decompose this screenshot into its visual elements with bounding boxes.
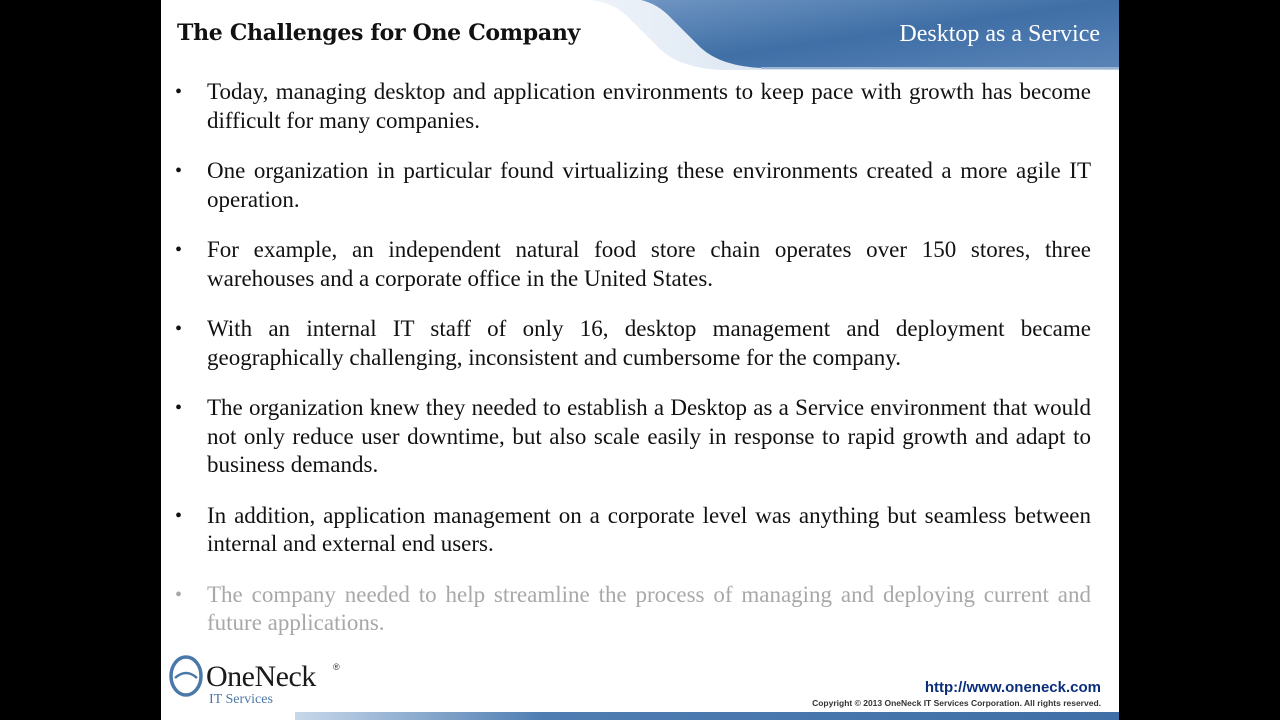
- footer-copyright: Copyright © 2013 OneNeck IT Services Corporation. All rights reserved.: [812, 698, 1101, 708]
- bullet-glyph: •: [175, 318, 183, 340]
- footer-bar: [295, 712, 1119, 720]
- footer-url-link[interactable]: http://www.oneneck.com: [924, 679, 1101, 696]
- bullet-text: Today, managing desktop and application environments to keep pace with growth has become difficult for many companies.: [207, 79, 1091, 133]
- bullet-text: The company needed to help streamline the process of managing and deploying current and future applications.: [207, 581, 1091, 635]
- bullet-glyph: •: [175, 239, 183, 261]
- bullet-glyph: •: [175, 583, 183, 606]
- bullet-item-faded: [175, 581, 1091, 638]
- bullet-glyph: •: [175, 160, 183, 182]
- bullet-item: [175, 502, 1091, 559]
- bullet-item: [175, 315, 1091, 372]
- bullet-item: [175, 78, 1091, 135]
- logo-mark-icon: [167, 654, 207, 700]
- bullet-glyph: •: [175, 81, 183, 103]
- bullet-item: [175, 394, 1091, 480]
- bullet-item: [175, 157, 1091, 214]
- registered-mark: ®: [333, 662, 340, 672]
- logo-subtitle: IT Services: [209, 692, 273, 707]
- oneneck-logo: [167, 654, 347, 710]
- bullet-text: In addition, application management on a corporate level was anything but seamless between internal and external end users.: [207, 502, 1091, 556]
- section-title: Desktop as a Service: [899, 21, 1100, 47]
- bullet-text: One organization in particular found virtualizing these environments created a more agile IT operation.: [207, 158, 1091, 212]
- bullet-glyph: •: [175, 504, 183, 527]
- bullet-text: The organization knew they needed to establish a Desktop as a Service environment that would not only reduce user downtime, but also scale easily in response to rapid growth and adapt to business demands.: [207, 395, 1091, 477]
- slide-title: The Challenges for One Company: [177, 20, 580, 46]
- slide: [161, 0, 1119, 720]
- bullet-text: For example, an independent natural food store chain operates over 150 stores, three warehouses and a corporate office in the United States.: [207, 237, 1091, 291]
- bullet-item: [175, 236, 1091, 293]
- bullet-list: [175, 78, 1091, 660]
- logo-name: OneNeck: [206, 660, 316, 693]
- bullet-text: With an internal IT staff of only 16, desktop management and deployment became geographically challenging, inconsistent and cumbersome for the company.: [207, 316, 1091, 370]
- bullet-glyph: •: [175, 397, 183, 419]
